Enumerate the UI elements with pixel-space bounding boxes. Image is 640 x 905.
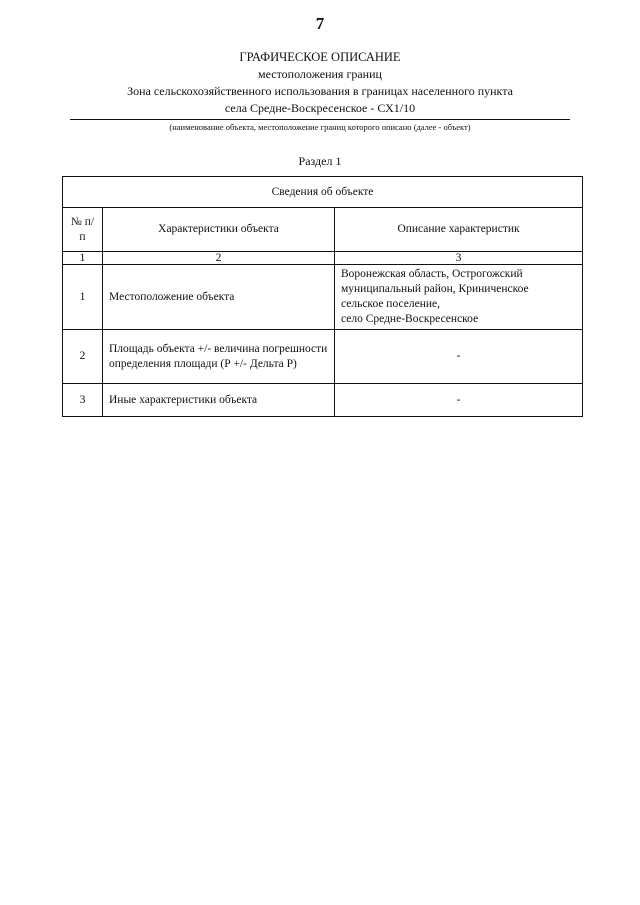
title-underline <box>70 119 570 120</box>
row-num: 2 <box>63 330 103 384</box>
document-subheading: местоположения границ <box>258 67 382 81</box>
row-description: - <box>335 330 583 384</box>
index-cell-3: 3 <box>335 252 583 265</box>
row-description: - <box>335 384 583 417</box>
row-characteristic: Местоположение объекта <box>103 265 335 330</box>
description-line: муниципальный район, Криниченское <box>341 283 529 295</box>
row-characteristic: Иные характеристики объекта <box>103 384 335 417</box>
table-row <box>63 265 583 330</box>
object-name-line-1: Зона сельскохозяйственного использования в границах населенного пункта <box>127 84 513 98</box>
row-characteristic: Площадь объекта +/- величина погрешности определения площади (Р +/- Дельта Р) <box>103 330 335 384</box>
header-description: Описание характеристик <box>335 208 583 252</box>
document-heading: ГРАФИЧЕСКОЕ ОПИСАНИЕ <box>239 50 401 64</box>
object-name-line-2: села Средне-Воскресенское - СХ1/10 <box>224 101 416 115</box>
header-num: № п/п <box>63 208 103 252</box>
header-characteristics: Характеристики объекта <box>103 208 335 252</box>
title-footnote: (наименование объекта, местоположение границ которого описано (далее - объект) <box>169 122 471 132</box>
table-caption-row <box>63 177 583 208</box>
table-index-row <box>63 252 583 265</box>
row-description <box>335 265 583 330</box>
table-row <box>63 384 583 417</box>
object-info-table <box>62 176 583 417</box>
description-line: сельское поселение, <box>341 298 440 310</box>
table-row <box>63 330 583 384</box>
table-header-row <box>63 208 583 252</box>
index-cell-2: 2 <box>103 252 335 265</box>
row-num: 1 <box>63 265 103 330</box>
page-number: 7 <box>315 14 325 33</box>
title-block <box>0 48 640 117</box>
row-num: 3 <box>63 384 103 417</box>
description-line: Воронежская область, Острогожский <box>341 268 523 280</box>
description-line: село Средне-Воскресенское <box>341 313 479 325</box>
table-caption: Сведения об объекте <box>63 177 583 208</box>
section-label: Раздел 1 <box>298 154 342 168</box>
index-cell-1: 1 <box>63 252 103 265</box>
